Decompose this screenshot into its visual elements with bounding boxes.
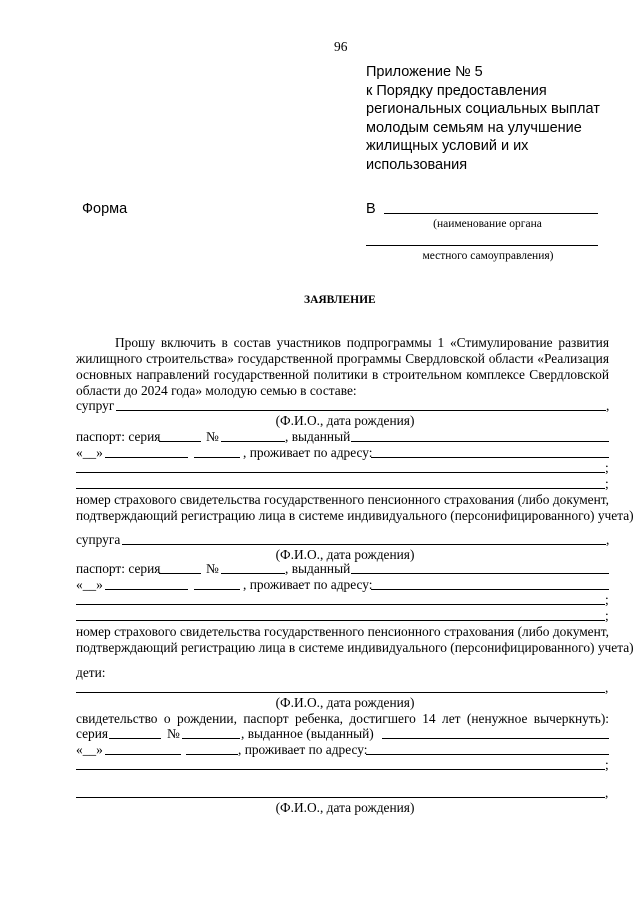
- child-no-line[interactable]: [182, 738, 240, 739]
- appendix-line: молодым семьям на улучшение: [366, 119, 582, 136]
- intro-line: Прошу включить в состав участников подпрограммы 1 «Стимулирование развития: [115, 335, 609, 350]
- page-number: 96: [334, 39, 348, 54]
- comma: ,: [606, 398, 610, 413]
- semicolon: ;: [605, 460, 609, 475]
- comma: ,: [606, 532, 610, 547]
- appendix-line: жилищных условий и их: [366, 138, 529, 154]
- spouse1-address-label: , проживает по адресу:: [243, 445, 373, 460]
- spouse1-snils-line-2: подтверждающий регистрацию лица в системе индивидуального (персонифицированного) учета): [76, 508, 634, 523]
- child2-name-hint: (Ф.И.О., дата рождения): [275, 800, 415, 815]
- spouse1-series-line[interactable]: [159, 441, 201, 442]
- appendix-block: [366, 63, 600, 174]
- semicolon: ;: [605, 476, 609, 491]
- recipient-hint-1: (наименование органа: [433, 218, 542, 230]
- spouse1-label: супруг: [76, 398, 115, 413]
- child-issued-label: , выданное (выданный): [241, 726, 374, 741]
- semicolon: ;: [605, 757, 609, 772]
- spouse2-month-line[interactable]: [105, 589, 188, 590]
- spouse1-year-line[interactable]: [194, 457, 240, 458]
- spouse1-address-line-3[interactable]: [76, 488, 605, 489]
- spouse1-snils-line-1: номер страхового свидетельства государственного пенсионного страхования (либо документ,: [76, 492, 609, 507]
- spouse1-address-line[interactable]: [371, 457, 609, 458]
- child-address-line-2[interactable]: [76, 769, 605, 770]
- spouse1-name-hint: (Ф.И.О., дата рождения): [275, 413, 415, 428]
- spouse2-name-hint: (Ф.И.О., дата рождения): [275, 547, 415, 562]
- spouse1-month-line[interactable]: [105, 457, 188, 458]
- spouse2-passport-series: паспорт: серия: [76, 561, 161, 576]
- child-certificate-line: свидетельство о рождении, паспорт ребенка, достигшего 14 лет (ненужное вычеркнуть):: [76, 711, 609, 726]
- child-issued-line[interactable]: [382, 738, 609, 739]
- spouse2-address-line[interactable]: [371, 589, 609, 590]
- appendix-line: использования: [366, 156, 468, 173]
- spouse2-issued: , выданный: [285, 561, 351, 576]
- comma: ,: [605, 680, 609, 695]
- spouse2-year-line[interactable]: [194, 589, 240, 590]
- spouse2-address-line-2[interactable]: [76, 604, 605, 605]
- child-series-line[interactable]: [109, 738, 161, 739]
- spouse2-name-line[interactable]: [122, 544, 606, 545]
- recipient-prefix: В: [366, 201, 376, 217]
- child-address-line[interactable]: [366, 754, 609, 755]
- spouse1-address-line-2[interactable]: [76, 472, 605, 473]
- recipient-line[interactable]: [384, 213, 598, 214]
- comma: ,: [605, 785, 609, 800]
- spouse1-passport-no: №: [206, 429, 219, 444]
- child-series-label: серия: [76, 726, 109, 741]
- spouse2-label: супруга: [76, 532, 121, 547]
- spouse2-series-line[interactable]: [159, 573, 201, 574]
- spouse2-address-label: , проживает по адресу:: [243, 577, 373, 592]
- spouse2-date-quote: «__»: [76, 577, 103, 592]
- spouse1-no-line[interactable]: [221, 441, 285, 442]
- spouse1-date-quote: «__»: [76, 445, 103, 460]
- children-label: дети:: [76, 665, 106, 680]
- spouse1-name-line[interactable]: [116, 410, 606, 411]
- recipient-line-2[interactable]: [366, 245, 598, 246]
- child-month-line[interactable]: [105, 754, 181, 755]
- intro-line: жилищного строительства» государственной программы Свердловской области «Реализация: [76, 351, 609, 366]
- spouse2-snils-line-1: номер страхового свидетельства государственного пенсионного страхования (либо документ,: [76, 624, 609, 639]
- intro-line: области до 2024 года» молодую семью в составе:: [76, 383, 357, 398]
- recipient-hint-2: местного самоуправления): [422, 250, 554, 262]
- appendix-line: к Порядку предоставления: [366, 82, 547, 99]
- child-date-quote: «__»: [76, 742, 103, 757]
- child-name-line[interactable]: [76, 692, 605, 693]
- spouse2-issued-line[interactable]: [351, 573, 609, 574]
- child-year-line[interactable]: [186, 754, 238, 755]
- appendix-line: региональных социальных выплат: [366, 101, 600, 117]
- spouse2-address-line-3[interactable]: [76, 620, 605, 621]
- spouse2-snils-line-2: подтверждающий регистрацию лица в системе индивидуального (персонифицированного) учета): [76, 640, 634, 655]
- semicolon: ;: [605, 608, 609, 623]
- appendix-line: Приложение № 5: [366, 64, 483, 80]
- child-address-label: , проживает по адресу:: [238, 742, 368, 757]
- form-label: Форма: [82, 201, 128, 217]
- spouse1-issued-line[interactable]: [351, 441, 609, 442]
- semicolon: ;: [605, 592, 609, 607]
- spouse1-issued: , выданный: [285, 429, 351, 444]
- intro-line: основных направлений государственной политики в строительном комплексе Свердловской: [76, 367, 609, 382]
- spouse1-passport-series: паспорт: серия: [76, 429, 161, 444]
- child2-name-line[interactable]: [76, 797, 605, 798]
- document-title: ЗАЯВЛЕНИЕ: [304, 294, 376, 306]
- spouse2-passport-no: №: [206, 561, 219, 576]
- spouse2-no-line[interactable]: [221, 573, 285, 574]
- child-no-label: №: [167, 726, 180, 741]
- child-name-hint: (Ф.И.О., дата рождения): [275, 695, 415, 710]
